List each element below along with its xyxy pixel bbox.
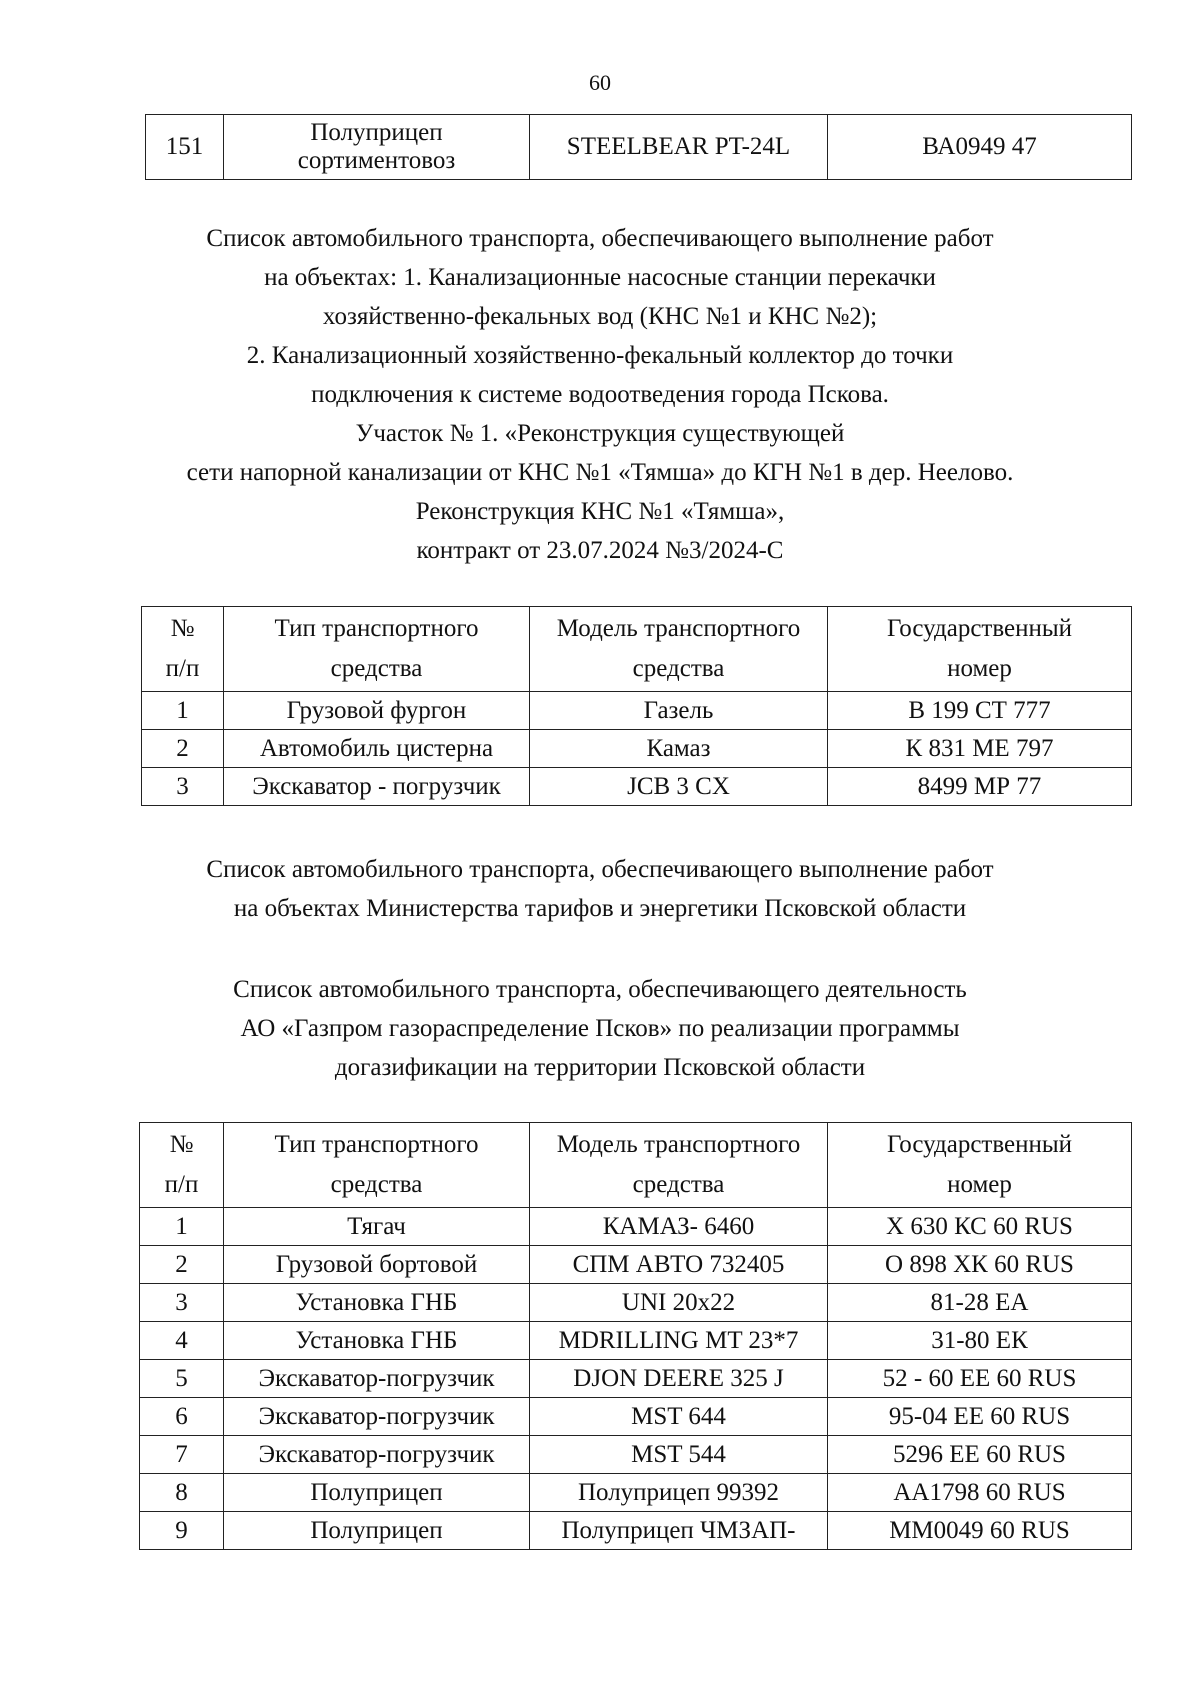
header-line: номер [947, 1171, 1012, 1198]
vehicle-plate: 5296 ЕЕ 60 RUS [828, 1436, 1132, 1474]
heading-line: догазификации на территории Псковской области [334, 1054, 866, 1081]
table-row [140, 1360, 1132, 1398]
table-row [142, 730, 1132, 768]
row-number: 6 [140, 1398, 224, 1436]
vehicle-model: Полуприцеп 99392 [530, 1474, 828, 1512]
section-heading-1 [0, 219, 1200, 570]
header-number [142, 607, 224, 692]
row-number: 9 [140, 1512, 224, 1550]
table-header-row [140, 1123, 1132, 1208]
header-line: Модель транспортного [556, 615, 801, 642]
heading-line: 2. Канализационный хозяйственно-фекальный коллектор до точки [246, 342, 954, 369]
header-number [140, 1123, 224, 1208]
heading-line: Реконструкция КНС №1 «Тямша», [415, 498, 785, 525]
header-model [530, 607, 828, 692]
heading-line: Список автомобильного транспорта, обеспечивающего деятельность [233, 976, 967, 1003]
row-number: 4 [140, 1322, 224, 1360]
vehicle-type: Установка ГНБ [224, 1284, 530, 1322]
vehicle-model: MST 544 [530, 1436, 828, 1474]
heading-line: на объектах Министерства тарифов и энергетики Псковской области [233, 895, 967, 922]
vehicle-type: Экскаватор - погрузчик [224, 768, 530, 806]
vehicle-plate: АА1798 60 RUS [828, 1474, 1132, 1512]
vehicle-type: Установка ГНБ [224, 1322, 530, 1360]
heading-line: Список автомобильного транспорта, обеспечивающего выполнение работ [206, 225, 994, 252]
table-row [140, 1284, 1132, 1322]
vehicle-plate: К 831 МЕ 797 [828, 730, 1132, 768]
header-line: Тип транспортного [274, 1131, 479, 1158]
vehicle-plate: 81-28 ЕА [828, 1284, 1132, 1322]
table-row [140, 1436, 1132, 1474]
vehicle-table-1 [141, 606, 1132, 806]
row-number: 1 [140, 1208, 224, 1246]
vehicle-plate: 8499 МР 77 [828, 768, 1132, 806]
row-number: 7 [140, 1436, 224, 1474]
row-number: 8 [140, 1474, 224, 1512]
vehicle-type-line: Полуприцеп [310, 119, 443, 146]
vehicle-model: MDRILLING MT 23*7 [530, 1322, 828, 1360]
table-row [140, 1246, 1132, 1284]
table-header-row [142, 607, 1132, 692]
vehicle-plate: 52 - 60 ЕЕ 60 RUS [828, 1360, 1132, 1398]
table-row [140, 1208, 1132, 1246]
heading-line: Список автомобильного транспорта, обеспечивающего выполнение работ [206, 856, 994, 883]
header-model [530, 1123, 828, 1208]
header-line: Государственный [886, 615, 1073, 642]
vehicle-plate: В 199 СТ 777 [828, 692, 1132, 730]
row-number: 2 [142, 730, 224, 768]
vehicle-model: Газель [530, 692, 828, 730]
row-number: 1 [142, 692, 224, 730]
header-plate [828, 607, 1132, 692]
page-number: 60 [589, 70, 611, 95]
header-line: № [170, 615, 195, 642]
vehicle-plate: ВА0949 47 [828, 115, 1132, 180]
table-row [140, 1512, 1132, 1550]
row-number: 3 [140, 1284, 224, 1322]
header-line: Государственный [886, 1131, 1073, 1158]
header-line: п/п [165, 655, 200, 682]
vehicle-type: Тягач [224, 1208, 530, 1246]
vehicle-type: Грузовой бортовой [224, 1246, 530, 1284]
heading-line: хозяйственно-фекальных вод (КНС №1 и КНС №2); [322, 303, 878, 330]
vehicle-plate: 95-04 ЕЕ 60 RUS [828, 1398, 1132, 1436]
vehicle-model: КАМАЗ- 6460 [530, 1208, 828, 1246]
continuation-table [145, 114, 1132, 180]
header-line: Модель транспортного [556, 1131, 801, 1158]
vehicle-type: Полуприцеп [224, 1512, 530, 1550]
heading-line: на объектах: 1. Канализационные насосные станции перекачки [264, 264, 936, 291]
header-line: Тип транспортного [274, 615, 479, 642]
heading-line: подключения к системе водоотведения города Пскова. [311, 381, 889, 408]
header-line: средства [632, 1171, 725, 1198]
vehicle-model: MST 644 [530, 1398, 828, 1436]
heading-line: контракт от 23.07.2024 №3/2024-С [416, 537, 784, 564]
heading-line: АО «Газпром газораспределение Псков» по реализации программы [240, 1015, 960, 1042]
vehicle-type: Экскаватор-погрузчик [224, 1398, 530, 1436]
header-line: средства [632, 655, 725, 682]
table-row [142, 692, 1132, 730]
row-number: 2 [140, 1246, 224, 1284]
table-row [142, 768, 1132, 806]
heading-line: сети напорной канализации от КНС №1 «Тямша» до КГН №1 в дер. Неелово. [186, 459, 1014, 486]
vehicle-plate: О 898 ХК 60 RUS [828, 1246, 1132, 1284]
header-type [224, 1123, 530, 1208]
heading-line: Участок № 1. «Реконструкция существующей [355, 420, 845, 447]
vehicle-model: DJON DEERE 325 J [530, 1360, 828, 1398]
vehicle-model: Полуприцеп ЧМЗАП- [530, 1512, 828, 1550]
vehicle-type: Автомобиль цистерна [224, 730, 530, 768]
vehicle-type-line: сортиментовоз [297, 147, 456, 174]
section-heading-3 [0, 970, 1200, 1087]
vehicle-model: JCB 3 CX [530, 768, 828, 806]
vehicle-plate: ММ0049 60 RUS [828, 1512, 1132, 1550]
table-row [140, 1322, 1132, 1360]
table-row [146, 115, 1132, 180]
header-plate [828, 1123, 1132, 1208]
table-row [140, 1398, 1132, 1436]
vehicle-model: СПМ АВТО 732405 [530, 1246, 828, 1284]
vehicle-table-2 [139, 1122, 1132, 1550]
vehicle-model: STEELBEAR PT-24L [530, 115, 828, 180]
header-line: средства [330, 1171, 423, 1198]
row-number: 151 [146, 115, 224, 180]
table-row [140, 1474, 1132, 1512]
vehicle-model: UNI 20x22 [530, 1284, 828, 1322]
vehicle-plate: Х 630 КС 60 RUS [828, 1208, 1132, 1246]
header-line: средства [330, 655, 423, 682]
vehicle-type [224, 115, 530, 180]
header-line: п/п [164, 1171, 199, 1198]
vehicle-type: Экскаватор-погрузчик [224, 1360, 530, 1398]
row-number: 5 [140, 1360, 224, 1398]
row-number: 3 [142, 768, 224, 806]
header-line: номер [947, 655, 1012, 682]
vehicle-model: Камаз [530, 730, 828, 768]
header-type [224, 607, 530, 692]
header-line: № [169, 1131, 194, 1158]
vehicle-type: Грузовой фургон [224, 692, 530, 730]
section-heading-2 [0, 850, 1200, 928]
vehicle-type: Полуприцеп [224, 1474, 530, 1512]
vehicle-plate: 31-80 ЕК [828, 1322, 1132, 1360]
vehicle-type: Экскаватор-погрузчик [224, 1436, 530, 1474]
